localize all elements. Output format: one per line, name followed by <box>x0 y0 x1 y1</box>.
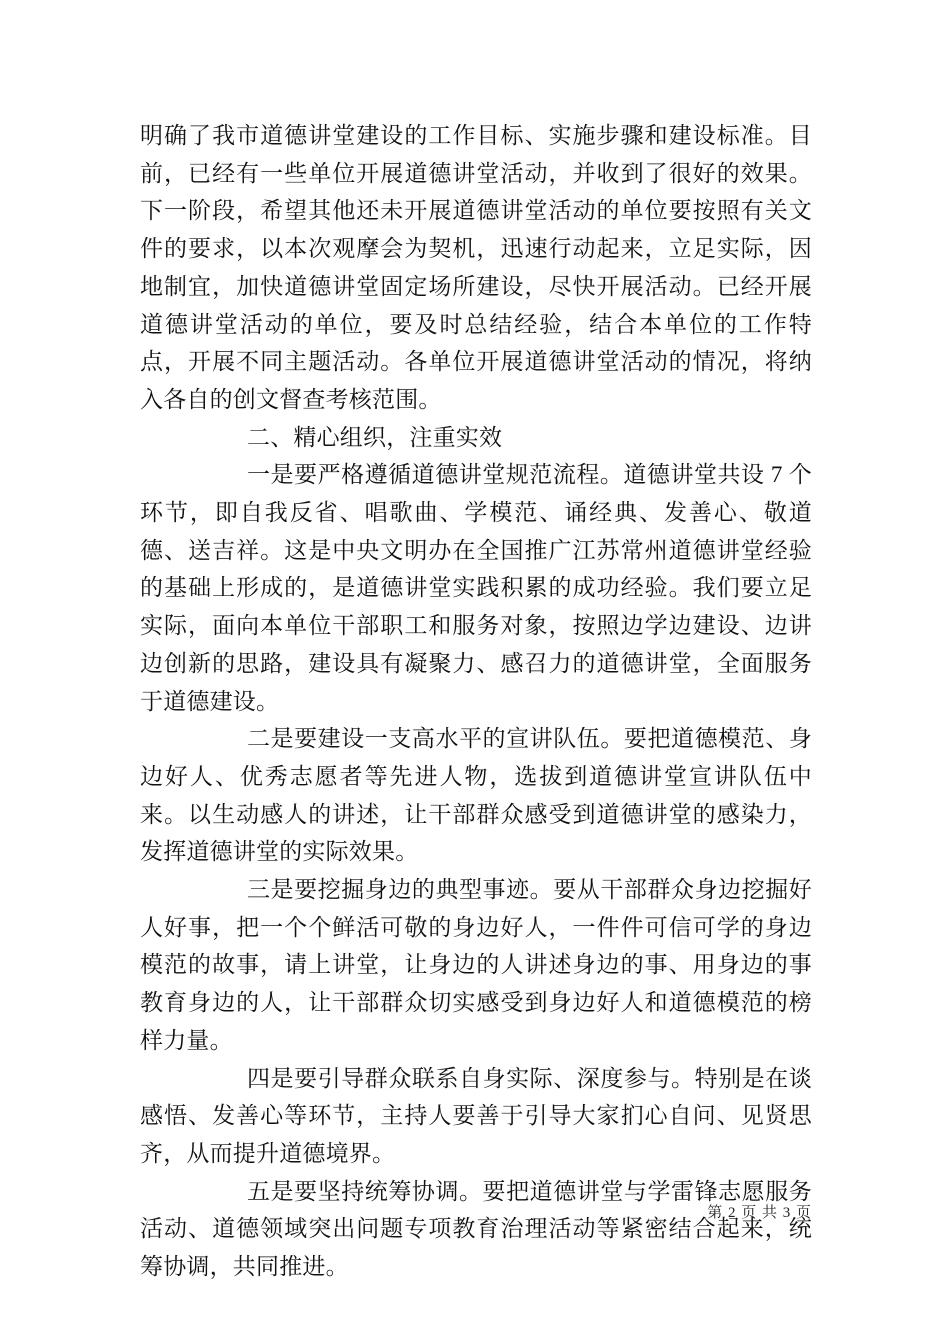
section-heading: 二、精心组织，注重实效 <box>247 424 503 450</box>
paragraph-point-3: 三是要挖掘身边的典型事迹。要从干部群众身边挖掘好人好事，把一个个鲜活可敬的身边好人，一件件可信可学的身边模范的故事，请上讲堂，让身边的人讲述身边的事、用身边的事教育身边的人，让干部群众切实感受到身边好人和道德模范的榜样力量。 <box>140 877 812 1053</box>
page-footer <box>707 1202 812 1224</box>
paragraph-point-4: 四是要引导群众联系自身实际、深度参与。特别是在谈感悟、发善心等环节，主持人要善于引导大家扪心自问、见贤思齐，从而提升道德境界。 <box>140 1065 812 1166</box>
paragraph-point-2: 二是要建设一支高水平的宣讲队伍。要把道德模范、身边好人、优秀志愿者等先进人物，选拔到道德讲堂宣讲队伍中来。以生动感人的讲述，让干部群众感受到道德讲堂的感染力，发挥道德讲堂的实际效果。 <box>140 726 812 865</box>
paragraph-continuation: 明确了我市道德讲堂建设的工作目标、实施步骤和建设标准。目前，已经有一些单位开展道德讲堂活动，并收到了很好的效果。下一阶段，希望其他还未开展道德讲堂活动的单位要按照有关文件的要求，以本次观摩会为契机，迅速行动起来，立足实际，因地制宜，加快道德讲堂固定场所建设，尽快开展活动。已经开展道德讲堂活动的单位，要及时总结经验，结合本单位的工作特点，开展不同主题活动。各单位开展道德讲堂活动的情况，将纳入各自的创文督查考核范围。 <box>140 123 812 412</box>
page-number-label: 第 2 页 共 3 页 <box>707 1205 812 1221</box>
paragraph-point-5: 五是要坚持统筹协调。要把道德讲堂与学雷锋志愿服务活动、道德领域突出问题专项教育治理活动等紧密结合起来，统筹协调，共同推进。 <box>140 1178 812 1280</box>
document-body <box>140 117 812 1286</box>
paragraph-point-1: 一是要严格遵循道德讲堂规范流程。道德讲堂共设 7 个环节，即自我反省、唱歌曲、学模范、诵经典、发善心、敬道德、送吉祥。这是中央文明办在全国推广江苏常州道德讲堂经验的基础上形成的，是道德讲堂实践积累的成功经验。我们要立足实际，面向本单位干部职工和服务对象，按照边学边建设、边讲边创新的思路，建设具有凝聚力、感召力的道德讲堂，全面服务于道德建设。 <box>140 462 812 714</box>
